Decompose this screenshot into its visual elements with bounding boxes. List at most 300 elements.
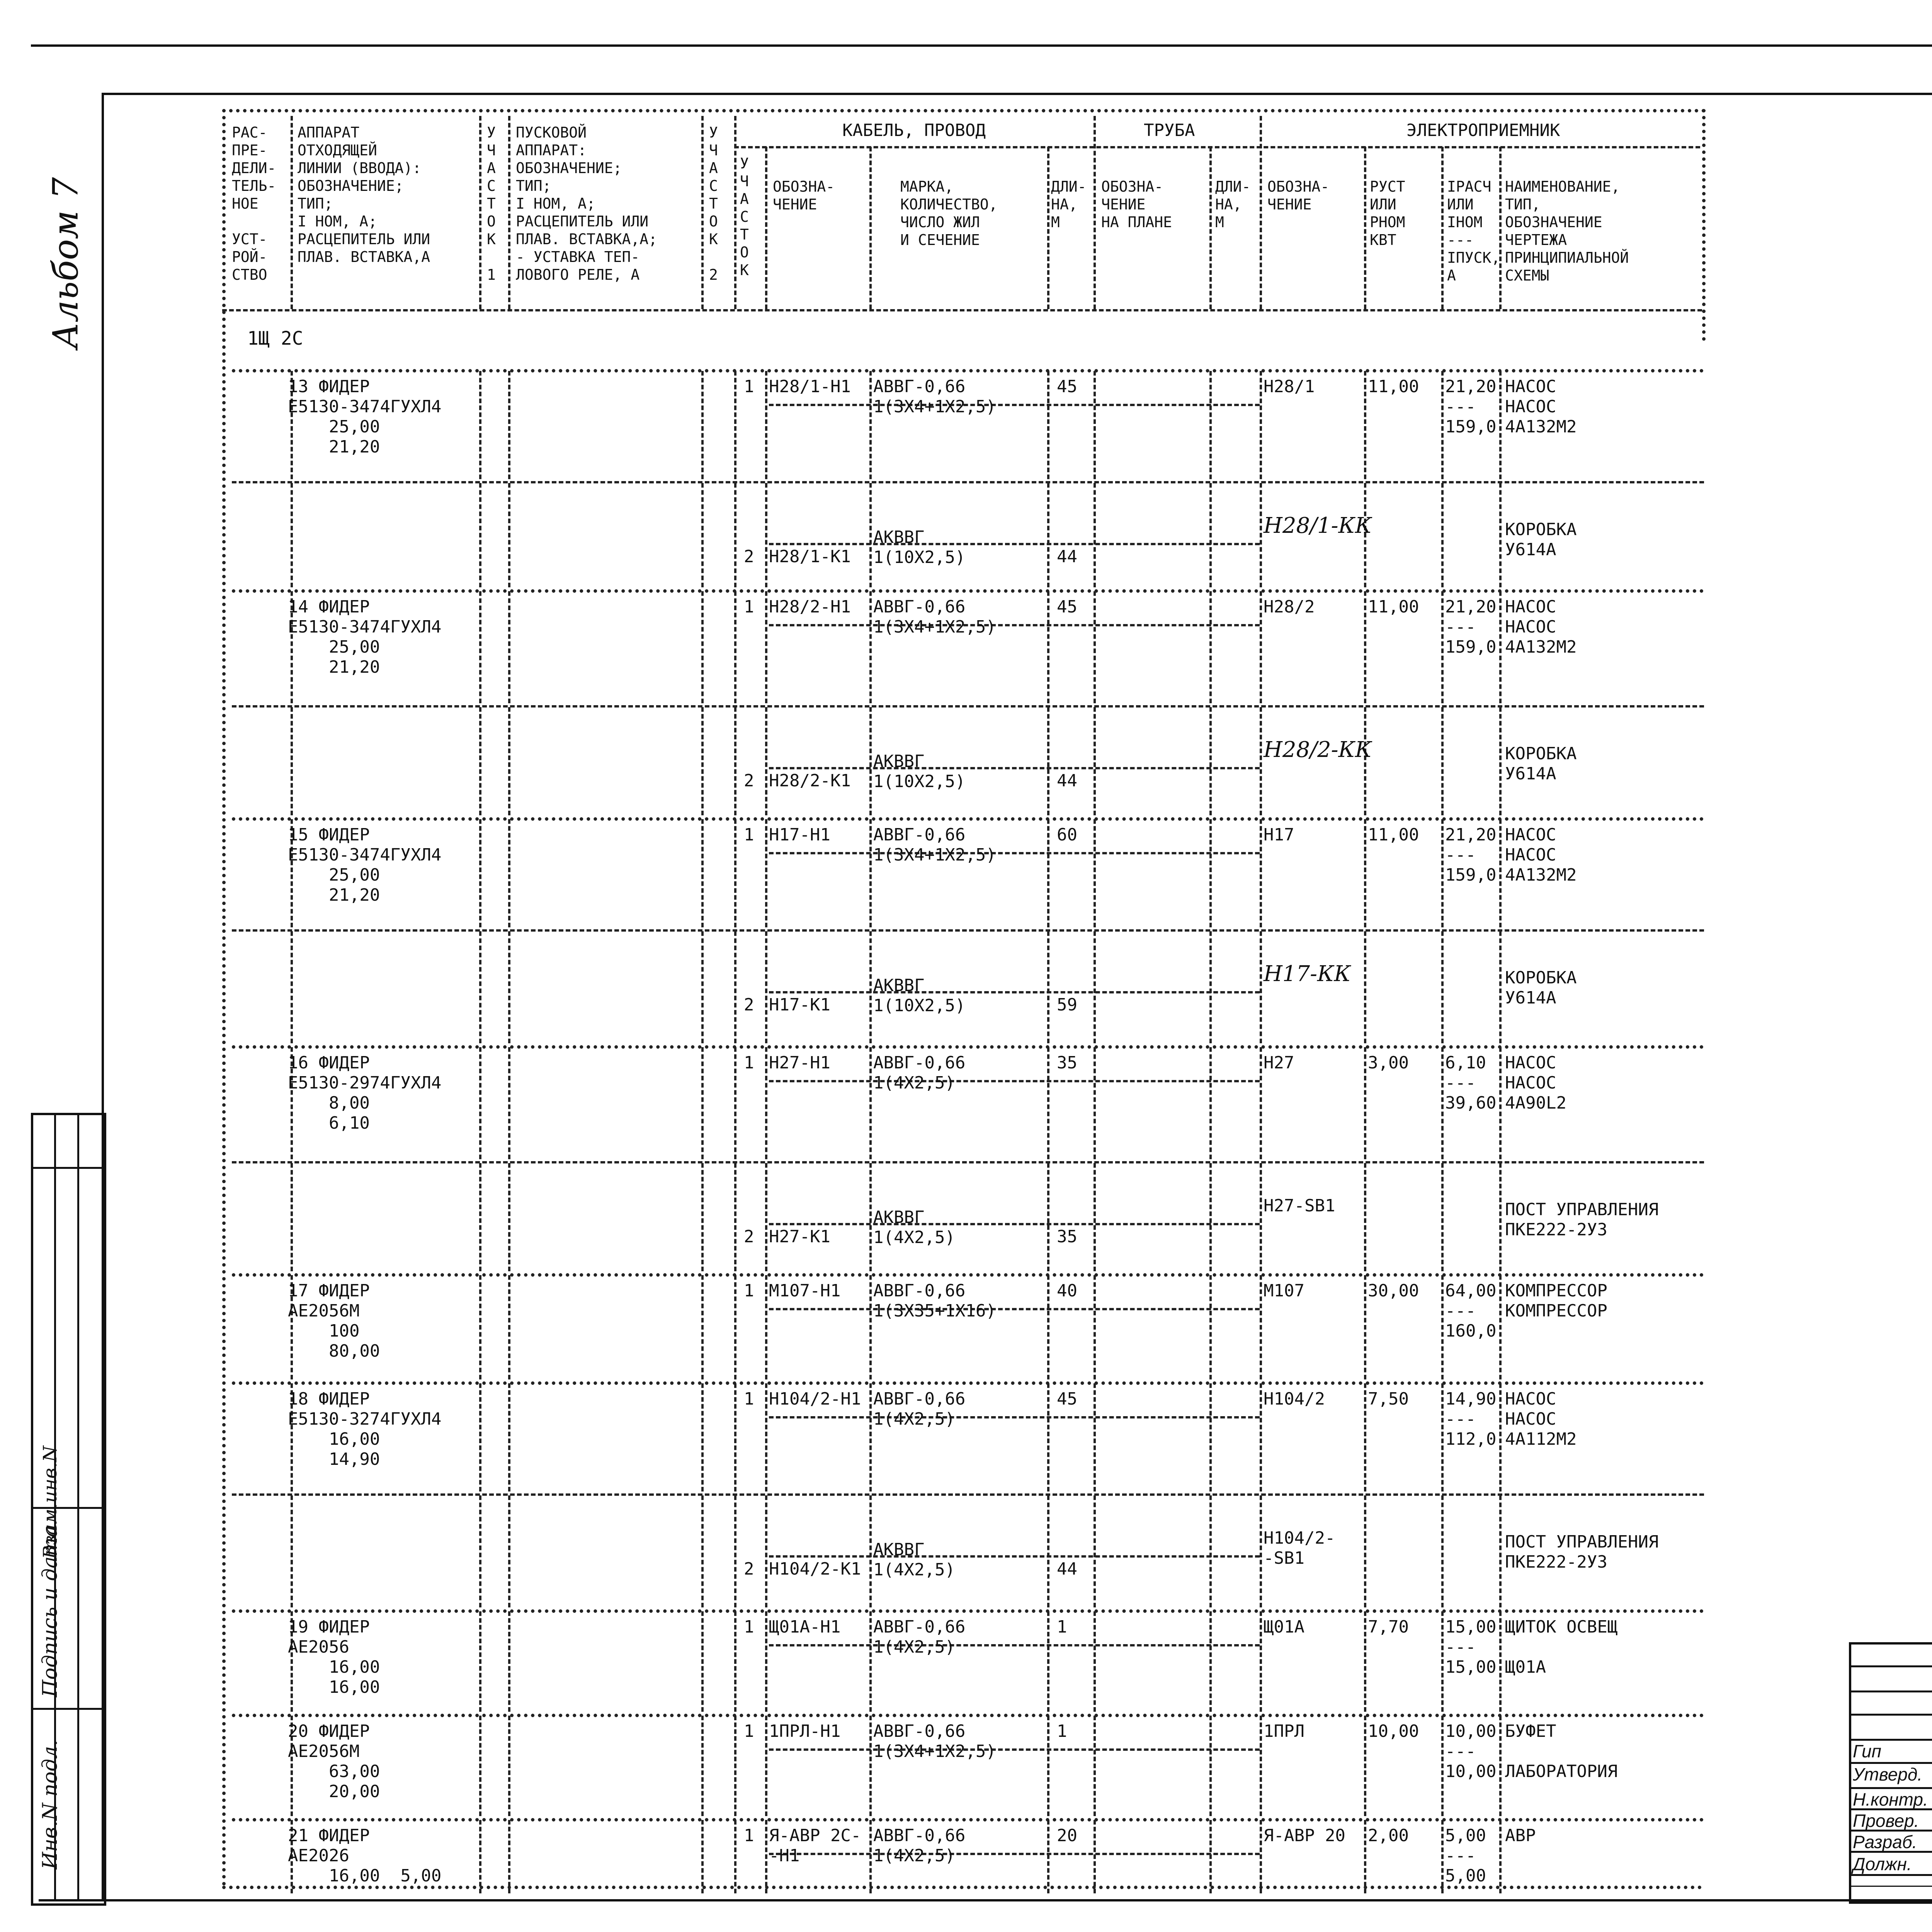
row-cable-length: 44 bbox=[1057, 771, 1077, 791]
row-column-divider bbox=[765, 819, 767, 927]
row-column-divider bbox=[869, 1163, 872, 1271]
row-column-divider bbox=[765, 1716, 767, 1816]
row-column-divider bbox=[701, 931, 704, 1043]
side-stamp-label-replace-visible: Взам.инв.N bbox=[39, 1446, 61, 1559]
row-column-divider bbox=[1364, 1275, 1366, 1379]
side-stamp-label-sign: Подпись и дата bbox=[39, 1525, 62, 1697]
row-column-divider bbox=[1047, 1716, 1049, 1816]
row-column-divider bbox=[1260, 371, 1262, 479]
row-separator bbox=[232, 929, 1704, 932]
row-column-divider bbox=[1499, 1163, 1502, 1271]
row-column-divider bbox=[869, 1047, 872, 1159]
row-receiver-power: 11,00 bbox=[1368, 825, 1419, 845]
row-column-divider bbox=[701, 1275, 704, 1379]
row-column-divider bbox=[1094, 483, 1096, 587]
row-cable-designation: М107-Н1 bbox=[769, 1281, 841, 1301]
row-receiver-current: 21,20 --- 159,0 bbox=[1445, 825, 1497, 885]
row-cable-brand: АКВВГ 1(10Х2,5) bbox=[873, 527, 966, 567]
row-apparatus: 17 ФИДЕР АЕ2056М 100 80,00 bbox=[288, 1281, 380, 1361]
row-cable-designation: Н104/2-Н1 bbox=[769, 1389, 861, 1409]
row-cable-designation: 1ПРЛ-Н1 bbox=[769, 1721, 841, 1741]
row-cable-length: 59 bbox=[1057, 995, 1077, 1015]
row-receiver-name: КОРОБКА У614А bbox=[1505, 968, 1577, 1008]
header-rec-current: IРАСЧ ИЛИ IНОМ --- IПУСК, А bbox=[1447, 178, 1500, 284]
row-column-divider bbox=[291, 1495, 293, 1607]
row-column-divider bbox=[1499, 591, 1502, 703]
row-column-divider bbox=[479, 1383, 481, 1492]
stamp-role: Провер. bbox=[1853, 1811, 1919, 1831]
row-column-divider bbox=[701, 591, 704, 703]
row-column-divider bbox=[1047, 1495, 1049, 1607]
row-receiver-name: БУФЕТ ЛАБОРАТОРИЯ bbox=[1505, 1721, 1618, 1781]
row-column-divider bbox=[479, 1716, 481, 1816]
row-receiver-power: 7,70 bbox=[1368, 1617, 1409, 1637]
row-cable-designation: Н104/2-К1 bbox=[769, 1559, 861, 1579]
header-u2: У Ч А С Т О К 2 bbox=[709, 124, 718, 283]
row-column-divider bbox=[479, 1275, 481, 1379]
stamp-role: Утверд. bbox=[1853, 1764, 1923, 1784]
row-column-divider bbox=[1094, 1611, 1096, 1712]
row-cable-brand: АВВГ-0,66 1(3Х35+1Х16) bbox=[873, 1281, 996, 1321]
row-section-number: 2 bbox=[744, 1559, 754, 1579]
row-column-divider bbox=[1047, 707, 1049, 815]
row-column-divider bbox=[1047, 483, 1049, 587]
table-left-border bbox=[222, 109, 226, 1886]
row-cable-designation: Н17-Н1 bbox=[769, 825, 830, 845]
row-cable-brand: АВВГ-0,66 1(3Х4+1Х2,5) bbox=[873, 1721, 996, 1761]
row-column-divider bbox=[508, 591, 510, 703]
row-receiver-designation: Н27-SB1 bbox=[1264, 1196, 1335, 1216]
row-column-divider bbox=[1209, 371, 1212, 479]
row-column-divider bbox=[1364, 1047, 1366, 1159]
row-column-divider bbox=[701, 1495, 704, 1607]
row-column-divider bbox=[701, 819, 704, 927]
row-column-divider bbox=[1364, 1611, 1366, 1712]
row-column-divider bbox=[1260, 1047, 1262, 1159]
row-separator bbox=[232, 481, 1704, 483]
row-receiver-current: 10,00 --- 10,00 bbox=[1445, 1721, 1497, 1781]
row-column-divider bbox=[479, 1163, 481, 1271]
row-column-divider bbox=[1364, 1820, 1366, 1893]
header-group-cable: КАБЕЛЬ, ПРОВОД bbox=[842, 121, 986, 140]
row-column-divider bbox=[1209, 1611, 1212, 1712]
row-separator bbox=[232, 1273, 1704, 1277]
row-receiver-designation: Щ01А bbox=[1264, 1617, 1304, 1637]
header-starter: ПУСКОВОЙ АППАРАТ: ОБОЗНАЧЕНИЕ; ТИП; I НОМ, А; РАСЦЕПИТЕЛЬ ИЛИ ПЛАВ. ВСТАВКА,А; - УСТАВКА ТЕП- ЛОВОГО РЕЛЕ, А bbox=[516, 124, 658, 283]
row-column-divider bbox=[1499, 819, 1502, 927]
row-column-divider bbox=[1260, 819, 1262, 927]
row-column-divider bbox=[1441, 1716, 1444, 1816]
row-column-divider bbox=[1094, 1047, 1096, 1159]
row-cable-brand: АВВГ-0,66 1(4Х2,5) bbox=[873, 1826, 966, 1866]
row-column-divider bbox=[734, 591, 736, 703]
row-receiver-name: НАСОС НАСОС 4А112М2 bbox=[1505, 1389, 1577, 1449]
row-column-divider bbox=[1094, 819, 1096, 927]
row-column-divider bbox=[1499, 707, 1502, 815]
row-column-divider bbox=[1441, 819, 1444, 927]
row-column-divider bbox=[1094, 1716, 1096, 1816]
row-connector-line bbox=[769, 624, 1260, 626]
row-receiver-designation: М107 bbox=[1264, 1281, 1304, 1301]
row-column-divider bbox=[508, 931, 510, 1043]
row-connector-line bbox=[769, 991, 1260, 993]
row-column-divider bbox=[508, 1716, 510, 1816]
row-cable-length: 35 bbox=[1057, 1053, 1077, 1073]
row-cable-designation: Н28/2-К1 bbox=[769, 771, 851, 791]
row-section-number: 2 bbox=[744, 1227, 754, 1247]
stamp-role: Должн. bbox=[1853, 1854, 1912, 1874]
row-section-number: 1 bbox=[744, 1281, 754, 1301]
row-column-divider bbox=[1499, 1495, 1502, 1607]
row-receiver-designation: Н28/2-КК bbox=[1264, 737, 1372, 762]
row-column-divider bbox=[1441, 591, 1444, 703]
row-receiver-designation: Н17-КК bbox=[1264, 961, 1351, 986]
row-column-divider bbox=[1047, 1383, 1049, 1492]
row-column-divider bbox=[1364, 819, 1366, 927]
row-cable-length: 1 bbox=[1057, 1617, 1067, 1637]
row-cable-designation: Щ01А-Н1 bbox=[769, 1617, 841, 1637]
row-column-divider bbox=[869, 1716, 872, 1816]
row-column-divider bbox=[734, 1047, 736, 1159]
row-cable-designation: Н17-К1 bbox=[769, 995, 830, 1015]
row-section-number: 2 bbox=[744, 995, 754, 1015]
row-cable-length: 44 bbox=[1057, 1559, 1077, 1579]
table-bottom-border bbox=[222, 1886, 1702, 1889]
row-separator bbox=[232, 1609, 1704, 1613]
row-receiver-current: 21,20 --- 159,0 bbox=[1445, 597, 1497, 657]
row-separator bbox=[232, 1818, 1704, 1821]
row-receiver-name: КОМПРЕССОР КОМПРЕССОР bbox=[1505, 1281, 1607, 1321]
row-receiver-power: 11,00 bbox=[1368, 597, 1419, 617]
row-column-divider bbox=[1260, 1611, 1262, 1712]
row-column-divider bbox=[479, 707, 481, 815]
stamp-role: Н.контр. bbox=[1853, 1789, 1928, 1810]
row-connector-line bbox=[769, 1416, 1260, 1418]
row-column-divider bbox=[508, 371, 510, 479]
row-cable-brand: АВВГ-0,66 1(3Х4+1Х2,5) bbox=[873, 825, 996, 865]
row-receiver-power: 11,00 bbox=[1368, 377, 1419, 396]
row-cable-brand: АВВГ-0,66 1(4Х2,5) bbox=[873, 1389, 966, 1429]
row-receiver-power: 7,50 bbox=[1368, 1389, 1409, 1409]
row-column-divider bbox=[1047, 371, 1049, 479]
row-column-divider bbox=[1441, 371, 1444, 479]
row-column-divider bbox=[291, 707, 293, 815]
row-column-divider bbox=[1047, 1047, 1049, 1159]
row-column-divider bbox=[734, 931, 736, 1043]
row-cable-brand: АВВГ-0,66 1(3Х4+1Х2,5) bbox=[873, 597, 996, 637]
row-apparatus: 20 ФИДЕР АЕ2056М 63,00 20,00 bbox=[288, 1721, 380, 1801]
row-receiver-name: НАСОС НАСОС 4А132М2 bbox=[1505, 597, 1577, 657]
row-column-divider bbox=[701, 1163, 704, 1271]
row-separator bbox=[232, 817, 1704, 821]
row-column-divider bbox=[1094, 931, 1096, 1043]
header-u1: У Ч А С Т О К 1 bbox=[487, 124, 496, 283]
header-cable-brand: МАРКА, КОЛИЧЕСТВО, ЧИСЛО ЖИЛ И СЕЧЕНИЕ bbox=[900, 178, 998, 248]
row-column-divider bbox=[1094, 1383, 1096, 1492]
row-column-divider bbox=[701, 1611, 704, 1712]
header-rec-designation: ОБОЗНА- ЧЕНИЕ bbox=[1267, 178, 1330, 213]
row-column-divider bbox=[734, 1163, 736, 1271]
row-column-divider bbox=[701, 1820, 704, 1893]
row-column-divider bbox=[1094, 707, 1096, 815]
row-column-divider bbox=[1209, 1275, 1212, 1379]
row-column-divider bbox=[479, 931, 481, 1043]
row-separator bbox=[232, 589, 1704, 593]
album-label: Альбом 7 bbox=[45, 177, 86, 349]
row-separator bbox=[232, 705, 1704, 707]
row-column-divider bbox=[1094, 1820, 1096, 1893]
row-apparatus: 13 ФИДЕР Е5130-3474ГУХЛ4 25,00 21,20 bbox=[288, 377, 442, 457]
row-column-divider bbox=[869, 371, 872, 479]
row-connector-line bbox=[769, 767, 1260, 769]
row-column-divider bbox=[765, 371, 767, 479]
row-cable-length: 35 bbox=[1057, 1227, 1077, 1247]
row-receiver-name: АВР bbox=[1505, 1826, 1536, 1845]
row-cable-designation: Я-АВР 2С- -Н1 bbox=[769, 1826, 861, 1866]
row-cable-brand: АКВВГ 1(4Х2,5) bbox=[873, 1208, 955, 1247]
row-column-divider bbox=[869, 591, 872, 703]
row-cable-brand: АКВВГ 1(10Х2,5) bbox=[873, 976, 966, 1015]
row-column-divider bbox=[1260, 707, 1262, 815]
row-column-divider bbox=[765, 1047, 767, 1159]
row-separator bbox=[232, 369, 1704, 372]
row-column-divider bbox=[734, 1383, 736, 1492]
header-pipe-length: ДЛИ- НА, М bbox=[1215, 178, 1251, 231]
row-receiver-name: НАСОС НАСОС 4А90L2 bbox=[1505, 1053, 1566, 1113]
row-receiver-designation: Я-АВР 20 bbox=[1264, 1826, 1345, 1845]
row-section-number: 2 bbox=[744, 771, 754, 791]
row-column-divider bbox=[869, 483, 872, 587]
header-rec-power: РУСТ ИЛИ РНОМ КВТ bbox=[1370, 178, 1405, 248]
row-receiver-designation: 1ПРЛ bbox=[1264, 1721, 1304, 1741]
row-column-divider bbox=[479, 1611, 481, 1712]
row-cable-length: 45 bbox=[1057, 597, 1077, 617]
row-receiver-designation: Н28/1-КК bbox=[1264, 513, 1372, 538]
row-connector-line bbox=[769, 1644, 1260, 1646]
row-column-divider bbox=[734, 483, 736, 587]
row-column-divider bbox=[869, 1820, 872, 1893]
row-column-divider bbox=[1094, 1495, 1096, 1607]
row-column-divider bbox=[1499, 1820, 1502, 1893]
frame-top bbox=[31, 44, 1932, 47]
row-column-divider bbox=[734, 1820, 736, 1893]
row-column-divider bbox=[1441, 1820, 1444, 1893]
row-column-divider bbox=[701, 483, 704, 587]
row-receiver-designation: Н28/2 bbox=[1264, 597, 1315, 617]
row-column-divider bbox=[479, 819, 481, 927]
row-receiver-name: ПОСТ УПРАВЛЕНИЯ ПКЕ222-2У3 bbox=[1505, 1532, 1659, 1572]
row-column-divider bbox=[1260, 1495, 1262, 1607]
row-cable-length: 45 bbox=[1057, 377, 1077, 396]
row-column-divider bbox=[1499, 931, 1502, 1043]
row-column-divider bbox=[1047, 819, 1049, 927]
row-column-divider bbox=[1441, 707, 1444, 815]
row-column-divider bbox=[1499, 1611, 1502, 1712]
row-section-number: 1 bbox=[744, 1721, 754, 1741]
row-section-number: 1 bbox=[744, 825, 754, 845]
row-cable-length: 40 bbox=[1057, 1281, 1077, 1301]
row-column-divider bbox=[479, 591, 481, 703]
row-column-divider bbox=[1499, 1047, 1502, 1159]
row-cable-designation: Н27-К1 bbox=[769, 1227, 830, 1247]
row-column-divider bbox=[1364, 1495, 1366, 1607]
row-column-divider bbox=[291, 483, 293, 587]
table-top-border bbox=[222, 109, 1706, 112]
row-column-divider bbox=[1499, 1716, 1502, 1816]
row-column-divider bbox=[869, 1495, 872, 1607]
row-cable-designation: Н28/1-К1 bbox=[769, 547, 851, 566]
row-column-divider bbox=[1209, 1383, 1212, 1492]
row-column-divider bbox=[508, 1163, 510, 1271]
row-column-divider bbox=[734, 1495, 736, 1607]
row-column-divider bbox=[1364, 1383, 1366, 1492]
row-column-divider bbox=[1209, 819, 1212, 927]
row-column-divider bbox=[1260, 1275, 1262, 1379]
row-column-divider bbox=[508, 819, 510, 927]
header-rec-name: НАИМЕНОВАНИЕ, ТИП, ОБОЗНАЧЕНИЕ ЧЕРТЕЖА ПРИНЦИПИАЛЬНОЙ СХЕМЫ bbox=[1505, 178, 1629, 284]
row-column-divider bbox=[1209, 1820, 1212, 1893]
header-cable-designation: ОБОЗНА- ЧЕНИЕ bbox=[773, 178, 835, 213]
row-receiver-current: 15,00 --- 15,00 bbox=[1445, 1617, 1497, 1677]
row-column-divider bbox=[508, 1047, 510, 1159]
row-column-divider bbox=[1209, 1495, 1212, 1607]
row-column-divider bbox=[508, 1611, 510, 1712]
row-section-number: 2 bbox=[744, 547, 754, 566]
row-apparatus: 19 ФИДЕР АЕ2056 16,00 16,00 bbox=[288, 1617, 380, 1697]
row-column-divider bbox=[1209, 483, 1212, 587]
row-section-number: 1 bbox=[744, 1617, 754, 1637]
row-column-divider bbox=[1441, 1275, 1444, 1379]
row-connector-line bbox=[769, 852, 1260, 854]
row-connector-line bbox=[769, 1555, 1260, 1558]
row-receiver-designation: Н17 bbox=[1264, 825, 1294, 845]
row-column-divider bbox=[734, 1611, 736, 1712]
row-cable-designation: Н28/1-Н1 bbox=[769, 377, 851, 396]
row-cable-length: 44 bbox=[1057, 547, 1077, 566]
row-column-divider bbox=[1441, 931, 1444, 1043]
row-column-divider bbox=[1047, 1820, 1049, 1893]
row-cable-designation: Н28/2-Н1 bbox=[769, 597, 851, 617]
row-column-divider bbox=[1499, 483, 1502, 587]
row-column-divider bbox=[869, 1383, 872, 1492]
row-receiver-name: КОРОБКА У614А bbox=[1505, 744, 1577, 784]
row-column-divider bbox=[479, 483, 481, 587]
row-separator bbox=[232, 1045, 1704, 1049]
row-column-divider bbox=[765, 591, 767, 703]
row-cable-length: 20 bbox=[1057, 1826, 1077, 1845]
row-column-divider bbox=[734, 707, 736, 815]
row-receiver-power: 3,00 bbox=[1368, 1053, 1409, 1073]
row-receiver-name: ЩИТОК ОСВЕЩ Щ01А bbox=[1505, 1617, 1618, 1677]
section-label: 1Щ 2С bbox=[247, 328, 303, 349]
row-connector-line bbox=[769, 1308, 1260, 1310]
row-section-number: 1 bbox=[744, 377, 754, 396]
row-column-divider bbox=[734, 1275, 736, 1379]
row-column-divider bbox=[1094, 591, 1096, 703]
row-apparatus: 16 ФИДЕР Е5130-2974ГУХЛ4 8,00 6,10 bbox=[288, 1053, 442, 1133]
header-u3: У Ч А С Т О К bbox=[740, 155, 749, 279]
row-column-divider bbox=[701, 707, 704, 815]
row-column-divider bbox=[1364, 1716, 1366, 1816]
row-column-divider bbox=[508, 483, 510, 587]
row-column-divider bbox=[479, 371, 481, 479]
row-column-divider bbox=[1209, 1047, 1212, 1159]
row-section-number: 1 bbox=[744, 1053, 754, 1073]
row-section-number: 1 bbox=[744, 597, 754, 617]
row-cable-length: 45 bbox=[1057, 1389, 1077, 1409]
row-column-divider bbox=[1499, 371, 1502, 479]
row-receiver-designation: Н27 bbox=[1264, 1053, 1294, 1073]
row-column-divider bbox=[291, 1163, 293, 1271]
row-separator bbox=[232, 1161, 1704, 1163]
row-column-divider bbox=[1260, 1716, 1262, 1816]
row-column-divider bbox=[1499, 1275, 1502, 1379]
row-connector-line bbox=[769, 1223, 1260, 1225]
row-receiver-designation: Н104/2- -SB1 bbox=[1264, 1528, 1335, 1568]
header-group-receiver: ЭЛЕКТРОПРИЕМНИК bbox=[1406, 121, 1560, 140]
row-column-divider bbox=[479, 1820, 481, 1893]
row-column-divider bbox=[1209, 1716, 1212, 1816]
row-connector-line bbox=[769, 1748, 1260, 1751]
row-apparatus: 15 ФИДЕР Е5130-3474ГУХЛ4 25,00 21,20 bbox=[288, 825, 442, 905]
row-cable-brand: АВВГ-0,66 1(4Х2,5) bbox=[873, 1617, 966, 1657]
row-receiver-current: 14,90 --- 112,0 bbox=[1445, 1389, 1497, 1449]
row-column-divider bbox=[1260, 1383, 1262, 1492]
row-receiver-power: 10,00 bbox=[1368, 1721, 1419, 1741]
header-group-pipe: ТРУБА bbox=[1144, 121, 1195, 140]
row-column-divider bbox=[765, 931, 767, 1043]
row-column-divider bbox=[1260, 931, 1262, 1043]
row-column-divider bbox=[734, 819, 736, 927]
row-receiver-name: ПОСТ УПРАВЛЕНИЯ ПКЕ222-2У3 bbox=[1505, 1200, 1659, 1240]
row-receiver-name: КОРОБКА У614А bbox=[1505, 520, 1577, 560]
row-column-divider bbox=[508, 1820, 510, 1893]
row-column-divider bbox=[734, 371, 736, 479]
row-column-divider bbox=[479, 1047, 481, 1159]
row-column-divider bbox=[1047, 591, 1049, 703]
row-receiver-designation: Н104/2 bbox=[1264, 1389, 1325, 1409]
row-receiver-current: 6,10 --- 39,60 bbox=[1445, 1053, 1497, 1113]
row-column-divider bbox=[1364, 931, 1366, 1043]
stamp-role: Гип bbox=[1853, 1741, 1881, 1761]
row-column-divider bbox=[701, 371, 704, 479]
row-column-divider bbox=[869, 1611, 872, 1712]
row-column-divider bbox=[1441, 1611, 1444, 1712]
row-receiver-name: НАСОС НАСОС 4А132М2 bbox=[1505, 825, 1577, 885]
row-column-divider bbox=[1441, 1047, 1444, 1159]
row-section-number: 1 bbox=[744, 1389, 754, 1409]
row-column-divider bbox=[765, 1495, 767, 1607]
row-column-divider bbox=[508, 1275, 510, 1379]
row-column-divider bbox=[1499, 1383, 1502, 1492]
row-column-divider bbox=[1047, 931, 1049, 1043]
row-cable-designation: Н27-Н1 bbox=[769, 1053, 830, 1073]
row-column-divider bbox=[869, 819, 872, 927]
row-column-divider bbox=[765, 1163, 767, 1271]
row-column-divider bbox=[508, 1383, 510, 1492]
row-column-divider bbox=[701, 1047, 704, 1159]
row-column-divider bbox=[1047, 1611, 1049, 1712]
row-column-divider bbox=[701, 1383, 704, 1492]
row-connector-line bbox=[769, 1080, 1260, 1082]
row-apparatus: 14 ФИДЕР Е5130-3474ГУХЛ4 25,00 21,20 bbox=[288, 597, 442, 677]
row-column-divider bbox=[1094, 1275, 1096, 1379]
row-column-divider bbox=[479, 1495, 481, 1607]
frame-inner-top bbox=[102, 93, 1932, 95]
row-column-divider bbox=[765, 1820, 767, 1893]
row-separator bbox=[232, 1381, 1704, 1385]
row-column-divider bbox=[1209, 591, 1212, 703]
